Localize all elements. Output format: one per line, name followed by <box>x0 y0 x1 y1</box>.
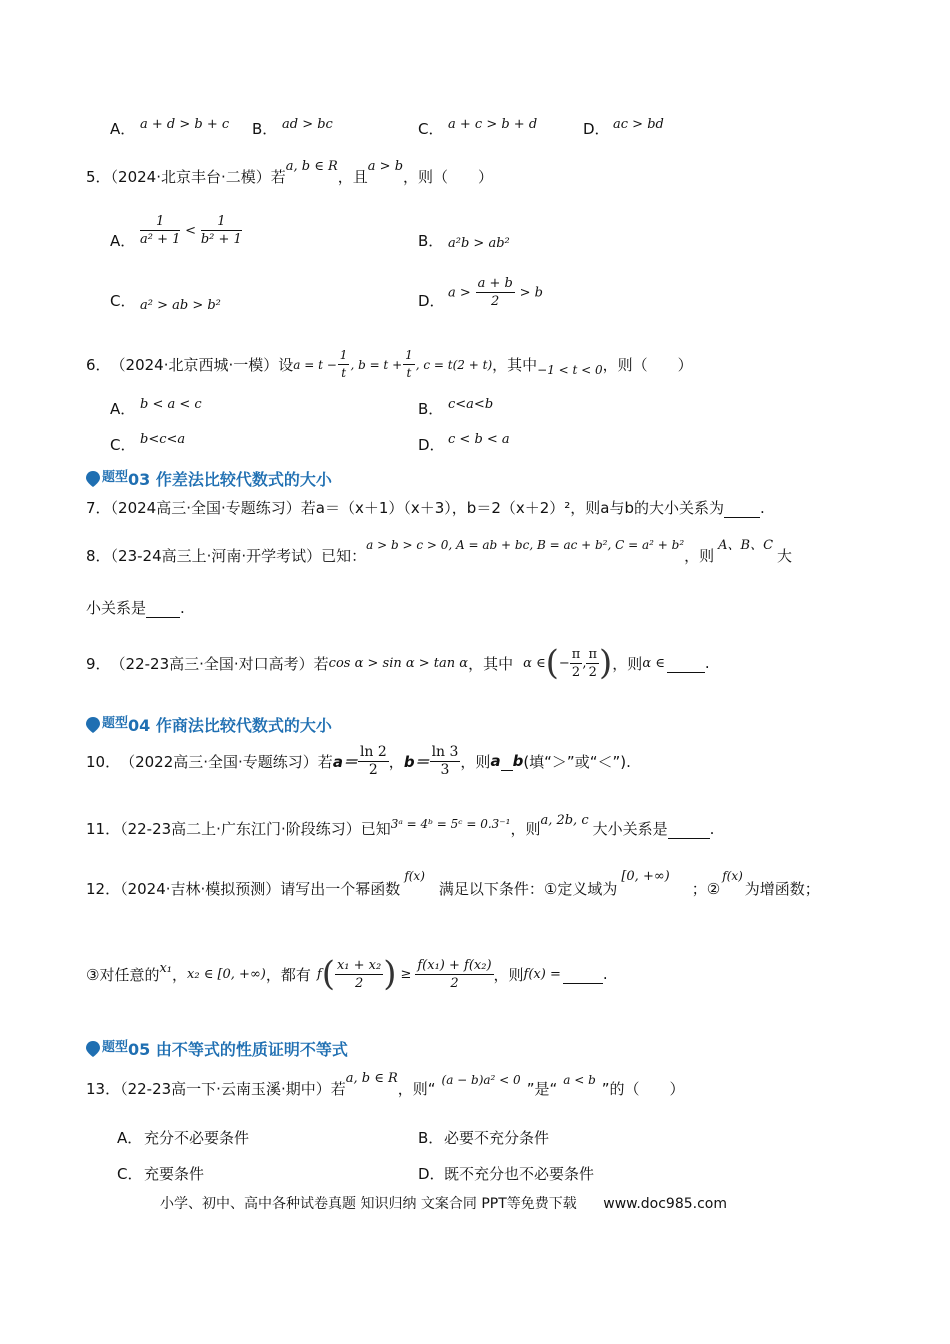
location-pin-icon <box>86 1041 100 1057</box>
question-11-stem: 11．（22-23高二上·广东江门·阶段练习）已知$^{3ᵃ = 4ᵇ = 5ᶜ = 0.3^{-1}}$，则a, 2b, c 大小关系是 . <box>86 813 715 838</box>
q8-vars: A、B、C <box>718 538 774 553</box>
fraction: $\frac{\pi}{2}$ <box>588 646 598 680</box>
answer-blank[interactable] <box>563 965 603 984</box>
q4-option-c-label: C． <box>418 120 444 138</box>
q5-option-a: $\frac{1}{\text{a² + 1}}$ < $\frac{1}{\text{b² + 1}}$ <box>140 214 242 247</box>
question-number: 13． <box>86 1080 121 1098</box>
q6-option-a: b < a < c <box>140 397 202 412</box>
q6-option-b-label: B． <box>418 400 444 418</box>
q11-vars: a, 2b, c <box>540 813 589 828</box>
question-12-line2: ③对任意的 x₁ ， x₂ ∈ [0, +∞) ，都有 f ( $\frac{\text{x₁ + x₂}}{2}$ ) ≥ $\frac{\text{f(x₁) + f(x₂)}}{2}$ ，则 f(x) = . <box>86 954 608 994</box>
question-number: 9． <box>86 654 111 673</box>
fraction: $\frac{1}{\text{a² + 1}}$ <box>140 214 181 247</box>
q4-option-a: a + d > b + c <box>140 117 230 132</box>
q5-option-b-label: B． <box>418 232 444 250</box>
footer-text: 小学、初中、高中各种试卷真题 知识归纳 文案合同 PPT等免费下载 <box>160 1196 577 1212</box>
q4-option-b-label: B． <box>252 120 278 138</box>
question-number: 8． <box>86 547 111 565</box>
section-heading-04: 题型 04 作商法比较代数式的大小 <box>86 713 332 736</box>
q6-option-c-label: C． <box>110 436 136 454</box>
q13-option-b: 必要不充分条件 <box>444 1129 550 1147</box>
answer-blank[interactable] <box>667 654 705 673</box>
footer-link[interactable]: www.doc985.com <box>603 1196 727 1212</box>
q5-option-a-label: A． <box>110 232 136 250</box>
q13-option-b-label: B． <box>418 1129 444 1147</box>
fraction: $\frac{\text{f(x₁) + f(x₂)}}{2}$ <box>417 957 492 991</box>
q6-option-c: b<c<a <box>140 432 186 447</box>
fraction: $\frac{\pi}{2}$ <box>571 646 581 680</box>
question-6-stem: 6． （2024·北京西城·一模）设 a = t − $\frac{1}{t}$ , b = t + $\frac{1}{t}$ , c = t(2 + t) ，其中 −1 < t < 0 ，则（ ） <box>86 348 693 380</box>
location-pin-icon <box>86 471 100 487</box>
question-number: 6． <box>86 356 111 374</box>
section-heading-03: 题型 03 作差法比较代数式的大小 <box>86 467 332 490</box>
q5-option-c-label: C． <box>110 292 136 310</box>
fraction: $\frac{\text{x₁ + x₂}}{2}$ <box>336 957 382 991</box>
fraction: $\frac{1}{\text{b² + 1}}$ <box>200 214 242 247</box>
q9-condition: cos α > sin α > tan α <box>328 655 469 671</box>
q4-option-d: ac > bd <box>613 117 664 132</box>
answer-blank[interactable] <box>146 599 180 618</box>
q6-option-d-label: D． <box>418 436 445 454</box>
location-pin-icon <box>86 717 100 733</box>
question-number: 12． <box>86 880 121 898</box>
q5-condition-1: a, b ∈ R <box>285 159 338 174</box>
q5-option-d: a > $\frac{a + b}{2}$ > b <box>448 276 543 309</box>
question-8-stem: 8．（23-24高三上·河南·开学考试）已知：$^{a > b > c > 0, A = ab + bc, B = ac + b^2, C = a^2 + b^2}$，则A、B、C大 <box>86 538 793 565</box>
q5-text: ，且 <box>337 168 368 186</box>
q4-option-c: a + c > b + d <box>448 117 538 132</box>
question-5-stem <box>86 159 494 187</box>
q6-option-d: c < b < a <box>448 432 510 447</box>
answer-blank[interactable] <box>501 752 513 771</box>
fraction: $\frac{\ln 2}{2}$ <box>359 743 387 778</box>
question-number: 10． <box>86 752 121 771</box>
q13-option-a-label: A． <box>117 1129 143 1147</box>
q6-range: −1 < t < 0 <box>537 362 603 377</box>
q4-option-a-label: A． <box>110 120 136 138</box>
q6-option-b: c<a<b <box>448 397 494 412</box>
q5-option-c: a² > ab > b² <box>140 298 221 313</box>
q5-option-d-label: D． <box>418 292 445 310</box>
q4-option-d-label: D． <box>583 120 610 138</box>
q4-option-b: ad > bc <box>282 117 333 132</box>
question-12-stem: 12．（2024·吉林·模拟预测）请写出一个幂函数$^{f(x)}$满足以下条件：①定义域为[0, +∞)；②$^{f(x)}$为增函数； <box>86 869 820 898</box>
question-13-stem: 13．（22-23高一下·云南玉溪·期中）若a, b ∈ R，则“ $^{(a - b)a^2 < 0}$ ”是“ $^{a < b}$ ”的（ ） <box>86 1071 685 1098</box>
fraction: $\frac{\ln 3}{3}$ <box>431 743 459 778</box>
fraction: $\frac{1}{t}$ <box>339 348 348 380</box>
fraction: $\frac{1}{t}$ <box>405 348 413 380</box>
q5-condition-2: a > b <box>367 159 404 174</box>
q13-option-a: 充分不必要条件 <box>144 1129 250 1147</box>
q11-condition: 3ᵃ = 4ᵇ = 5ᶜ = 0.3⁻¹ <box>390 817 511 831</box>
question-8-line2: 小关系是 . <box>86 599 185 617</box>
q13-option-d-label: D． <box>418 1165 445 1183</box>
q8-condition: a > b > c > 0, A = ab + bc, B = ac + b², C = a² + b² <box>366 538 685 552</box>
question-10-stem: 10． （2022高三·全国·专题练习）若 a＝ $\frac{\ln 2}{2}$ ， b＝ $\frac{\ln 3}{3}$ ，则 a b (填“＞”或“＜”). <box>86 743 631 778</box>
q13-option-c-label: C． <box>117 1165 143 1183</box>
answer-blank[interactable] <box>724 499 760 518</box>
q13-option-d: 既不充分也不必要条件 <box>444 1165 595 1183</box>
question-number: 7． <box>86 499 111 517</box>
answer-blank[interactable] <box>668 820 710 839</box>
fraction: $\frac{a + b}{2}$ <box>477 276 513 309</box>
q5-text-tail: ，则（ ） <box>403 168 494 186</box>
q5-option-b: a²b > ab² <box>448 236 510 251</box>
question-source: （2024·北京丰台·二模）若 <box>110 168 286 186</box>
question-9-stem: 9． （22-23高三·全国·对口高考）若 cos α > sin α > tan α ，其中 α ∈ ( − $\frac{\pi}{2}$ , $\frac{\pi}{2}$ ) ，则 α ∈ . <box>86 643 710 683</box>
section-heading-05: 题型 05 由不等式的性质证明不等式 <box>86 1037 348 1060</box>
question-number: 11． <box>86 820 121 838</box>
question-number: 5． <box>86 168 111 186</box>
footer <box>160 1193 727 1213</box>
q13-option-c: 充要条件 <box>144 1165 205 1183</box>
question-7-stem: 7．（2024高三·全国·专题练习）若a＝（x＋1）（x＋3），b＝2（x＋2）²，则a与b的大小关系为 . <box>86 499 765 517</box>
q6-option-a-label: A． <box>110 400 136 418</box>
question-source: （2024·北京西城·一模）设 <box>110 356 294 374</box>
